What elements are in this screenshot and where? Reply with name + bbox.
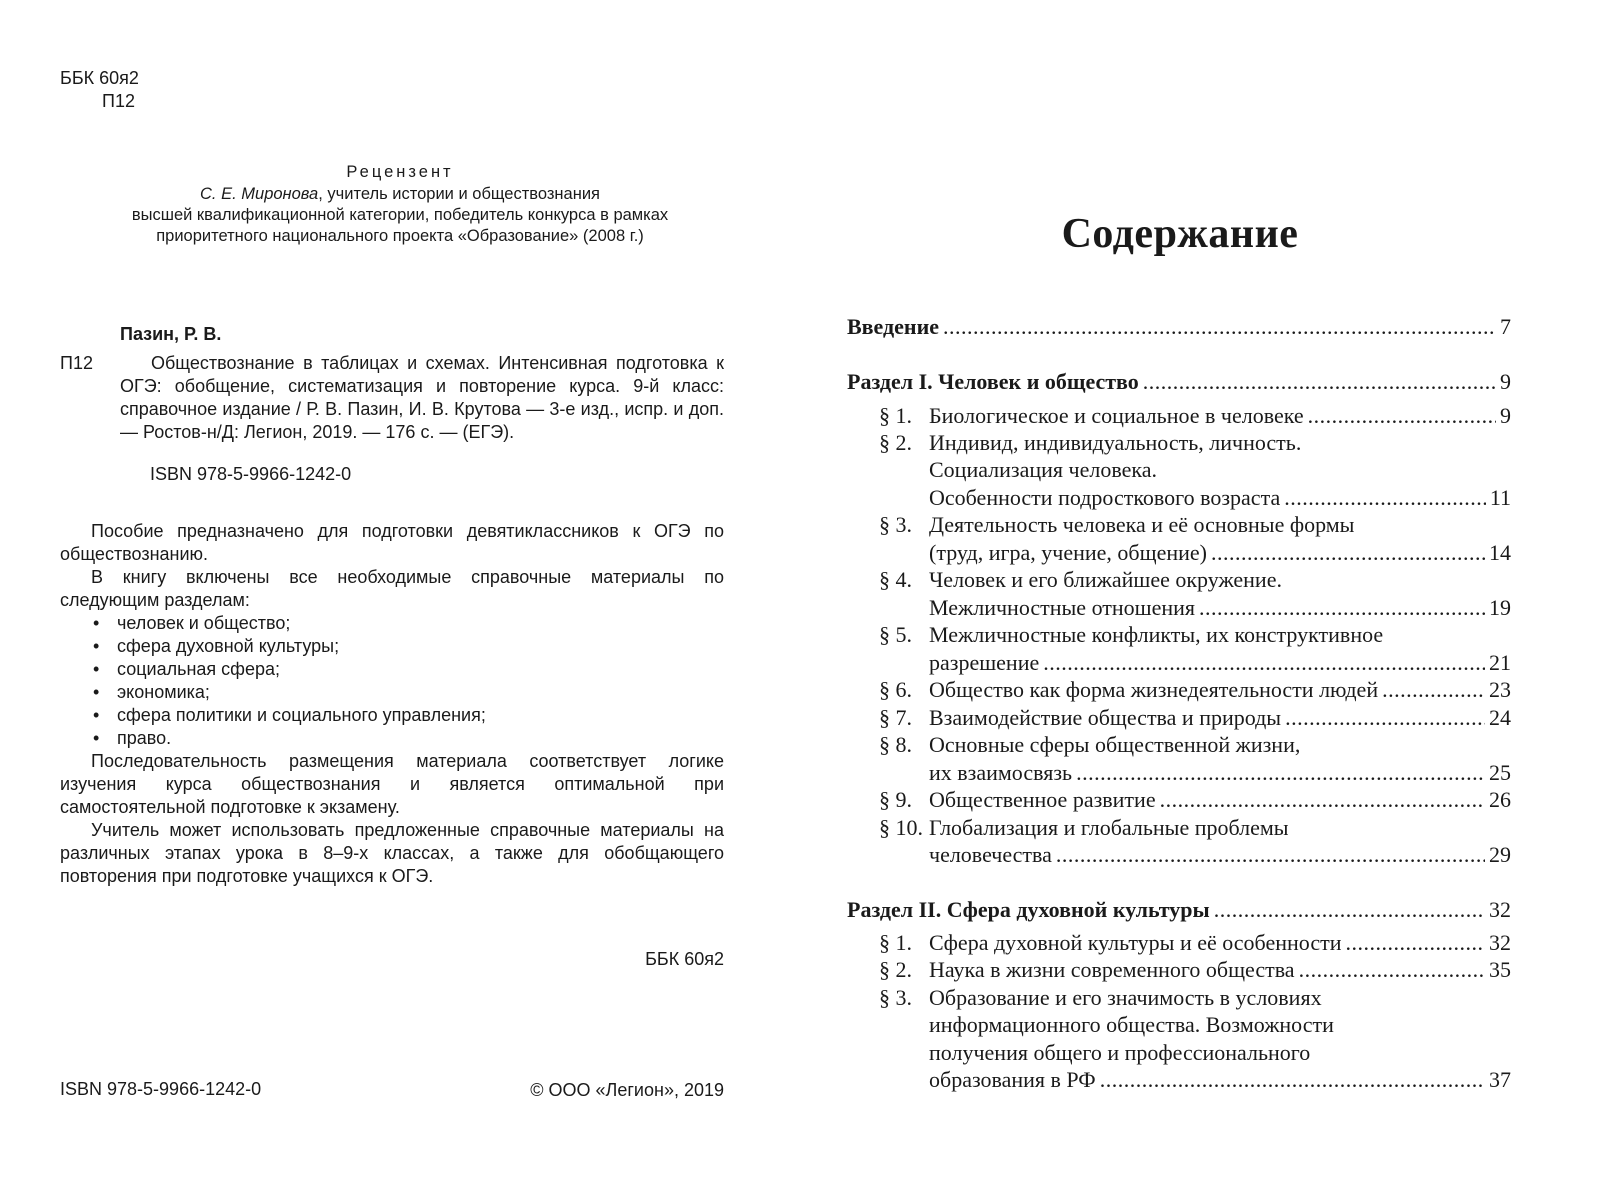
list-item: • право. [93, 728, 172, 748]
page-title: Содержание [1061, 211, 1299, 257]
toc-entry-s1-p2[interactable]: § 2. Индивид, индивидуальность, личность. [879, 430, 1302, 455]
toc-entry-s1-p10-end[interactable]: человечества ..... 29 [929, 841, 1511, 869]
toc-entry-s2-p3[interactable]: § 3. Образование и его значимость в условиях [879, 985, 1322, 1010]
copyright: © ООО «Легион», 2019 [530, 1080, 724, 1100]
bbk-code-top: ББК 60я2 [60, 68, 139, 88]
toc-entry-s1-p9[interactable]: § 9. Общественное развитие ..... 26 [879, 786, 1511, 814]
toc-entry-s1-p10[interactable]: § 10. Глобализация и глобальные проблемы [879, 815, 1289, 840]
bbk-code-bottom: ББК 60я2 [645, 949, 724, 969]
bibliographic-record: Обществознание в таблицах и схемах. Интенсивная подготовка к ОГЭ: обобщение, систематизация и повторение курса. 9-й класс: справочное издание / Р. В. Пазин, И. В. Крутова — 3-е изд., испр. и доп. — Ростов-н/Д: Легион, 2019. — 176 с. — (ЕГЭ). [120, 353, 724, 442]
toc-entry-s1-p4[interactable]: § 4. Человек и его ближайшее окружение. [879, 567, 1282, 592]
list-item: • человек и общество; [93, 613, 291, 633]
annotation-paragraph: Пособие предназначено для подготовки девятиклассников к ОГЭ по обществознанию. [60, 521, 724, 564]
annotation-paragraph: Последовательность размещения материала соответствует логике изучения курса обществознания и является оптимальной при самостоятельной подготовке к экзамену. [60, 751, 724, 817]
toc-entry-s1-p3[interactable]: § 3. Деятельность человека и её основные формы [879, 512, 1355, 537]
annotation [60, 520, 724, 888]
annotation-paragraph: Учитель может использовать предложенные справочные материалы на различных этапах урока в 8–9-х классах, а также для обобщающего повторения при подготовке учащихся к ОГЭ. [60, 820, 724, 886]
table-of-contents [847, 0, 1511, 1191]
reviewer-line-1 [60, 184, 740, 205]
list-item: • сфера политики и социального управления; [93, 705, 486, 725]
isbn-inline: ISBN 978-5-9966-1242-0 [150, 464, 352, 484]
reviewer-line-2: высшей квалификационной категории, победитель конкурса в рамках [131, 206, 669, 224]
reviewer-name: С. Е. Миронова [200, 185, 319, 203]
reviewer-line-3: приоритетного национального проекта «Образование» (2008 г.) [156, 227, 644, 245]
author-name: Пазин, Р. В. [120, 324, 222, 344]
reviewer-title: , учитель истории и обществознания [318, 185, 600, 203]
list-item: • экономика; [93, 682, 210, 702]
toc-entry-s1-p3-end[interactable]: (труд, игра, учение, общение) ..... 14 [929, 539, 1511, 567]
toc-entry-s1-p8[interactable]: § 8. Основные сферы общественной жизни, [879, 732, 1301, 757]
reviewer-heading: Рецензент [346, 163, 454, 181]
author-mark-top: П12 [102, 91, 135, 111]
toc-entry-s1-p2-end[interactable]: Особенности подросткового возраста ..... 11 [929, 484, 1511, 512]
toc-entry-s2-p3-end[interactable]: образования в РФ ..... 37 [929, 1066, 1511, 1094]
list-item: • сфера духовной культуры; [93, 636, 340, 656]
toc-entry-section-1[interactable]: Раздел I. Человек и общество ..... 9 [847, 368, 1511, 396]
toc-entry-s1-p5-end[interactable]: разрешение ..... 21 [929, 649, 1511, 677]
contents-page [800, 0, 1600, 1191]
section-list [60, 612, 724, 750]
isbn-bottom: ISBN 978-5-9966-1242-0 [60, 1079, 262, 1099]
toc-entry-s2-p2[interactable]: § 2. Наука в жизни современного общества ..... 35 [879, 956, 1511, 984]
toc-entry-continuation: получения общего и профессионального [929, 1040, 1311, 1065]
toc-entry-section-2[interactable]: Раздел II. Сфера духовной культуры ..... 32 [847, 896, 1511, 924]
toc-entry-s1-p7[interactable]: § 7. Взаимодействие общества и природы ..... 24 [879, 704, 1511, 732]
toc-entry-continuation: Социализация человека. [929, 457, 1158, 482]
toc-entry-s1-p8-end[interactable]: их взаимосвязь ..... 25 [929, 759, 1511, 787]
toc-entry-s2-p1[interactable]: § 1. Сфера духовной культуры и её особенности ..... 32 [879, 929, 1511, 957]
author-mark: П12 [60, 353, 93, 373]
toc-entry-introduction[interactable]: Введение ..... 7 [847, 313, 1511, 341]
toc-entry-s1-p5[interactable]: § 5. Межличностные конфликты, их конструктивное [879, 622, 1384, 647]
toc-entry-continuation: информационного общества. Возможности [929, 1012, 1334, 1037]
toc-entry-s1-p6[interactable]: § 6. Общество как форма жизнедеятельности людей ..... 23 [879, 676, 1511, 704]
list-item: • социальная сфера; [93, 659, 281, 679]
toc-entry-s1-p1[interactable]: § 1. Биологическое и социальное в человеке ..... 9 [879, 402, 1511, 430]
toc-entry-s1-p4-end[interactable]: Межличностные отношения ..... 19 [929, 594, 1511, 622]
annotation-paragraph: В книгу включены все необходимые справочные материалы по следующим разделам: [60, 567, 724, 610]
